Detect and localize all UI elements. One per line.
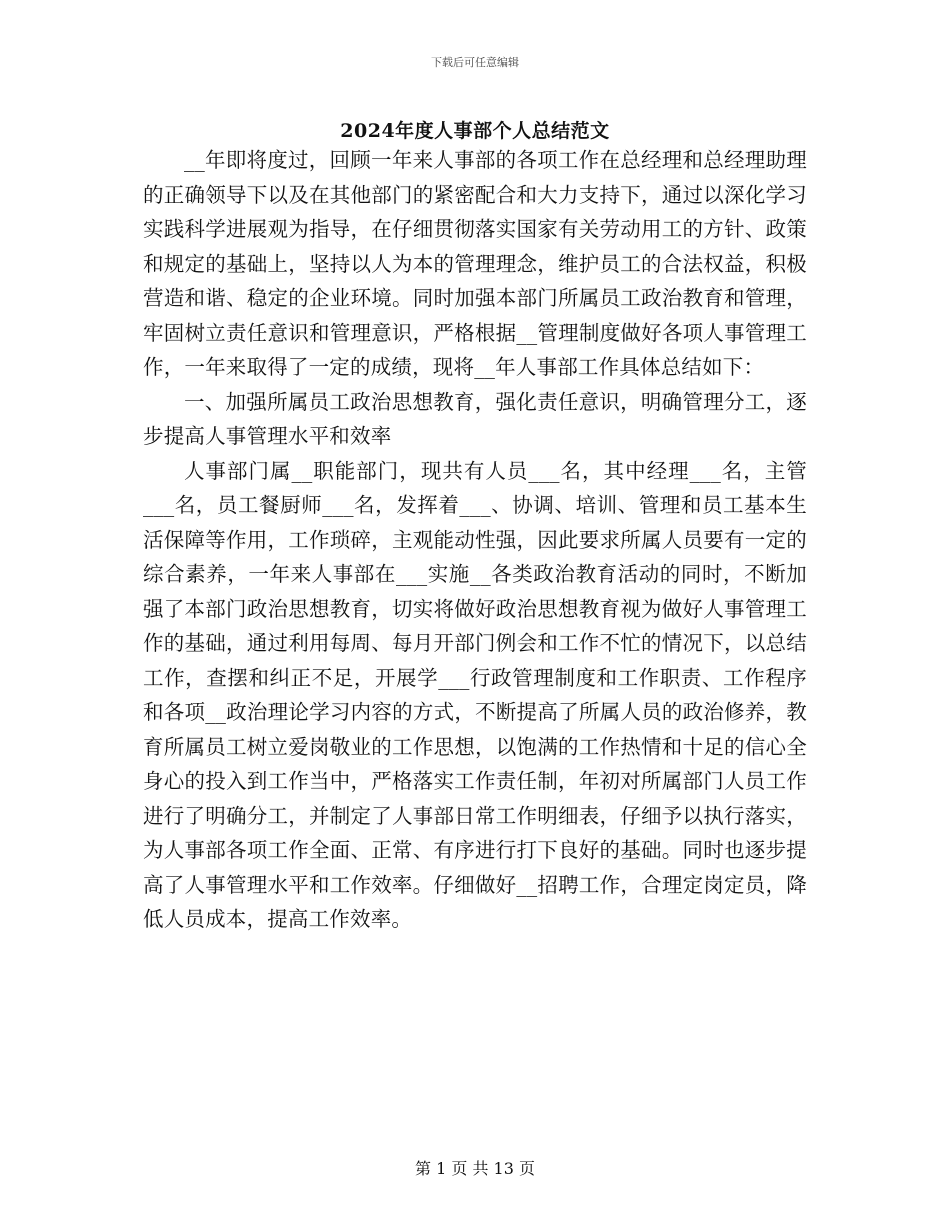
paragraph-section-heading: 一、加强所属员工政治思想教育，强化责任意识，明确管理分工，逐步提高人事管理水平和效率 xyxy=(143,389,807,448)
header-note: 下载后可任意编辑 xyxy=(431,56,519,69)
document-title: 2024年度人事部个人总结范文 xyxy=(340,120,610,142)
paragraph-section-body: 人事部门属__职能部门，现共有人员___名，其中经理___名，主管___名，员工餐厨师___名，发挥着___、协调、培训、管理和员工基本生活保障等作用，工作琐碎，主观能动性强，因此要求所属人员要有一定的综合素养，一年来人事部在___实施__各类政治教育活动的同时，不断加强了本部门政治思想教育，切实将做好政治思想教育视为做好人事管理工作的基础，通过利用每周、每月开部门例会和工作不忙的情况下，以总结工作，查摆和纠正不足，开展学___行政管理制度和工作职责、工作程序和各项__政治理论学习内容的方式，不断提高了所属人员的政治修养，教育所属员工树立爱岗敬业的工作思想，以饱满的工作热情和十足的信心全身心的投入到工作当中，严格落实工作责任制，年初对所属部门人员工作进行了明确分工，并制定了人事部日常工作明细表，仔细予以执行落实，为人事部各项工作全面、正常、有序进行打下良好的基础。同时也逐步提高了人事管理水平和工作效率。仔细做好__招聘工作，合理定岗定员，降低人员成本，提高工作效率。 xyxy=(143,458,807,931)
page-number: 第 1 页 共 13 页 xyxy=(415,1159,535,1178)
document-body xyxy=(143,143,807,937)
paragraph-intro: __年即将度过，回顾一年来人事部的各项工作在总经理和总经理助理的正确领导下以及在其他部门的紧密配合和大力支持下，通过以深化学习实践科学进展观为指导，在仔细贯彻落实国家有关劳动用工的方针、政策和规定的基础上，坚持以人为本的管理理念，维护员工的合法权益，积极营造和谐、稳定的企业环境。同时加强本部门所属员工政治教育和管理，牢固树立责任意识和管理意识，严格根据__管理制度做好各项人事管理工作，一年来取得了一定的成绩，现将__年人事部工作具体总结如下： xyxy=(143,148,807,379)
